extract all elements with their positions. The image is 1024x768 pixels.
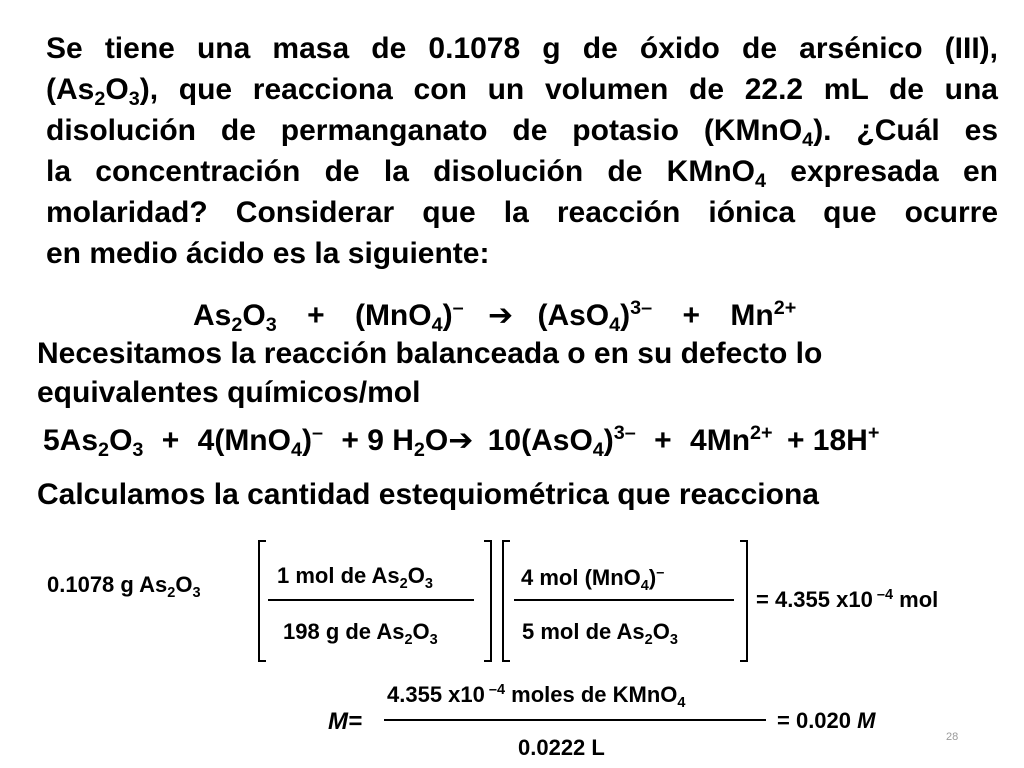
molarity-label: M= <box>328 708 363 735</box>
factor1-numerator: 1 mol de $As_2O_3$ <box>277 563 433 592</box>
problem-line-4: la concentración de la disolución de KMnO$_4$ expresada en <box>46 155 998 193</box>
unbalanced-equation: $As_2O_3 + (MnO_4)^-$ ➔ $(AsO_4)^{3-} + Mn^{2+}$ <box>193 297 797 337</box>
bracket-left-2 <box>502 540 510 662</box>
problem-line-6: en medio ácido es la siguiente: <box>46 237 490 270</box>
molarity-denominator: 0.0222 L <box>518 735 605 760</box>
balanced-equation: $5As_2O_3 + 4(MnO_4)^- + 9$ $H_2O➔$ $10(AsO_4)^{3-} + 4Mn^{2+} + 18H^+$ <box>43 422 880 462</box>
molarity-result: = 0.020 M <box>777 708 876 733</box>
problem-line-1: Se tiene una masa de 0.1078 g de óxido de arsénico (III), <box>46 32 998 65</box>
problem-line-5: molaridad? Considerar que la reacción iónica que ocurre <box>46 196 998 229</box>
molarity-fraction-line <box>384 719 766 721</box>
stoichiometry-heading: Calculamos la cantidad estequiométrica que reacciona <box>37 478 819 511</box>
molarity-numerator: 4.355 x10 $^{-4}$ moles de KMnO$_4$ <box>387 682 686 711</box>
problem-statement <box>46 28 998 274</box>
factor2-denominator: 5 mol de $As_2O_3$ <box>522 619 678 648</box>
arrow-icon: ➔ <box>448 424 474 457</box>
bracket-right-2 <box>740 540 748 662</box>
problem-line-3: disolución de permanganato de potasio (KMnO$_4$). ¿Cuál es <box>46 114 999 152</box>
given-mass: 0.1078 g $As_2O_3$ <box>47 572 201 601</box>
moles-result: = 4.355 x10 $^{-4}$ mol <box>756 587 939 612</box>
bracket-right-1 <box>484 540 492 662</box>
factor1-fraction-line <box>268 599 474 601</box>
arrow-icon: ➔ <box>487 299 514 332</box>
bracket-left-1 <box>258 540 266 662</box>
problem-line-2: $(As_2O_3)$, que reacciona con un volumen de 22.2 mL de una <box>46 73 998 111</box>
page-number: 28 <box>946 731 959 743</box>
factor1-denominator: 198 g de $As_2O_3$ <box>283 619 438 648</box>
factor2-numerator: 4 mol (MnO$_4$)– <box>521 565 665 594</box>
balancing-note: Necesitamos la reacción balanceada o en su defecto lo equivalentes químicos/mol <box>37 337 823 409</box>
factor2-fraction-line <box>514 599 734 601</box>
